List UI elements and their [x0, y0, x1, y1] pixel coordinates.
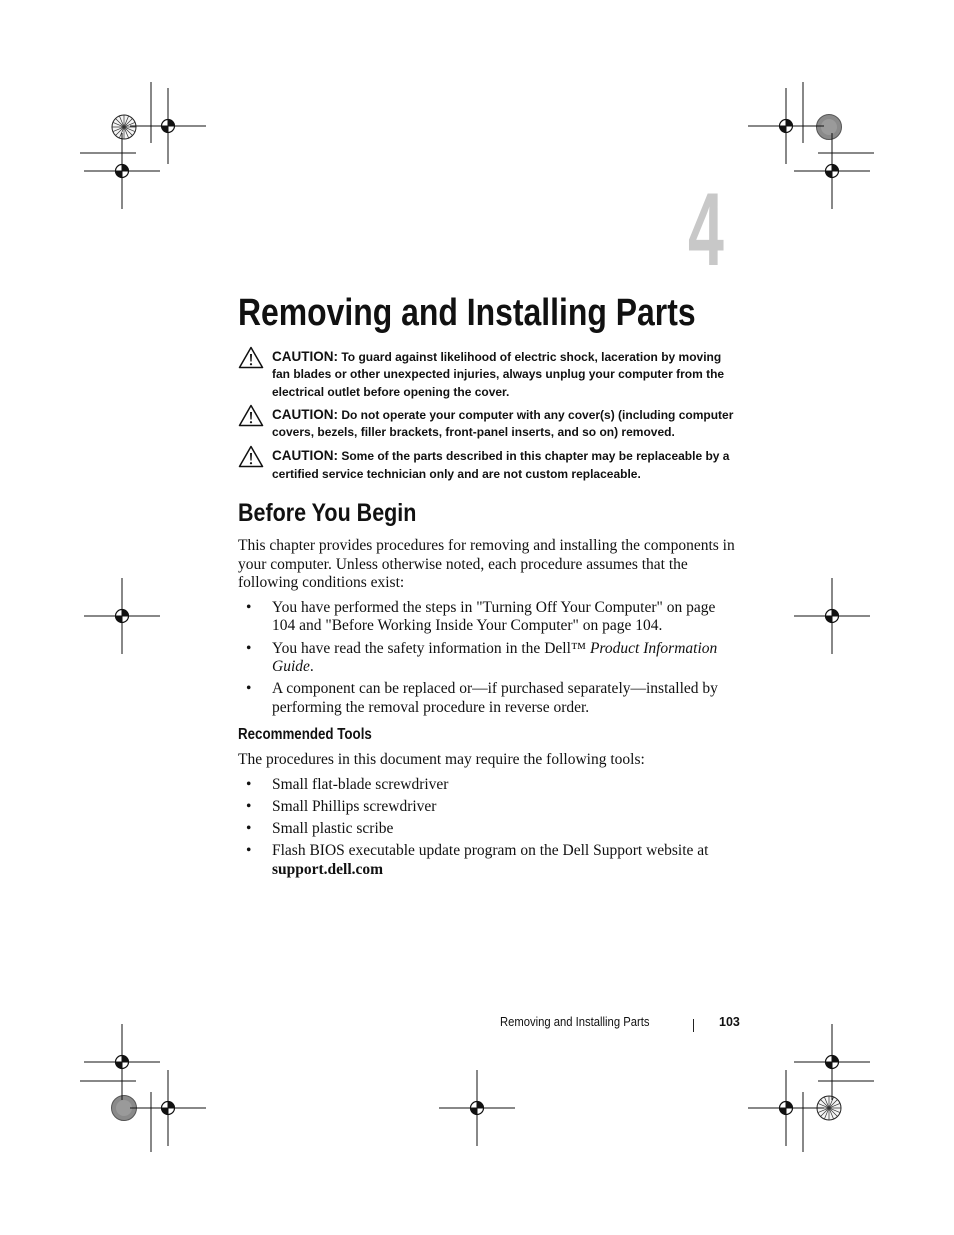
- section-intro: This chapter provides procedures for removing and installing the components in your computer. Unless otherwise noted, each procedure assumes that the following conditions exist:: [238, 537, 735, 592]
- list-item: • A component can be replaced or—if purchased separately—installed by performing the removal procedure in reverse order.: [246, 680, 718, 716]
- caution-label: CAUTION:: [272, 448, 338, 464]
- conditions-list: [238, 599, 738, 718]
- caution-text: Some of the parts described in this chapter may be replaceable by a certified service technician only and are not custom replaceable.: [272, 449, 730, 481]
- bullet-icon: •: [246, 680, 252, 698]
- bullet-icon: •: [246, 842, 252, 860]
- bullet-icon: •: [246, 639, 252, 657]
- tools-list: [238, 776, 738, 879]
- warning-triangle-icon: [238, 445, 264, 468]
- footer-separator: [693, 1019, 694, 1032]
- caution-label: CAUTION:: [272, 406, 338, 422]
- bullet-icon: •: [246, 776, 252, 794]
- list-item: • You have performed the steps in "Turning Off Your Computer" on page 104 and "Before Working Inside Your Computer" on page 104.: [246, 598, 716, 635]
- bullet-icon: •: [246, 598, 252, 616]
- support-url: support.dell.com: [272, 860, 384, 878]
- caution-note: [238, 406, 738, 442]
- caution-text: Do not operate your computer with any cover(s) (including computer covers, bezels, filler brackets, front-panel inserts, and so on) removed.: [272, 407, 734, 440]
- list-item: • Small Phillips screwdriver: [246, 798, 437, 816]
- chapter-number: 4: [688, 172, 724, 288]
- page-number: 103: [719, 1015, 740, 1029]
- section-heading-before-you-begin: Before You Begin: [238, 499, 417, 528]
- warning-triangle-icon: [238, 346, 264, 369]
- bullet-icon: •: [246, 798, 252, 816]
- footer-title: Removing and Installing Parts: [500, 1015, 650, 1029]
- bullet-icon: •: [246, 820, 252, 838]
- list-item: • You have read the safety information in the Dell™ Product Information Guide.: [246, 639, 718, 676]
- list-item: • Flash BIOS executable update program on the Dell Support website at support.dell.com: [246, 842, 709, 878]
- caution-label: CAUTION:: [272, 349, 338, 364]
- subsection-intro: The procedures in this document may require the following tools:: [238, 751, 645, 769]
- document-title-reference: Product Information Guide: [272, 639, 718, 676]
- list-item: • Small plastic scribe: [246, 820, 394, 838]
- chapter-title: Removing and Installing Parts: [238, 292, 696, 334]
- caution-text: To guard against likelihood of electric shock, laceration by moving fan blades or other unexpected injuries, always unplug your computer from the electrical outlet before opening the cover.: [272, 350, 725, 399]
- main-content: [238, 290, 738, 883]
- caution-note: [238, 447, 738, 483]
- list-item: • Small flat-blade screwdriver: [246, 776, 449, 794]
- caution-note: [238, 348, 738, 401]
- subsection-heading-recommended-tools: Recommended Tools: [238, 726, 372, 744]
- warning-triangle-icon: [238, 404, 264, 427]
